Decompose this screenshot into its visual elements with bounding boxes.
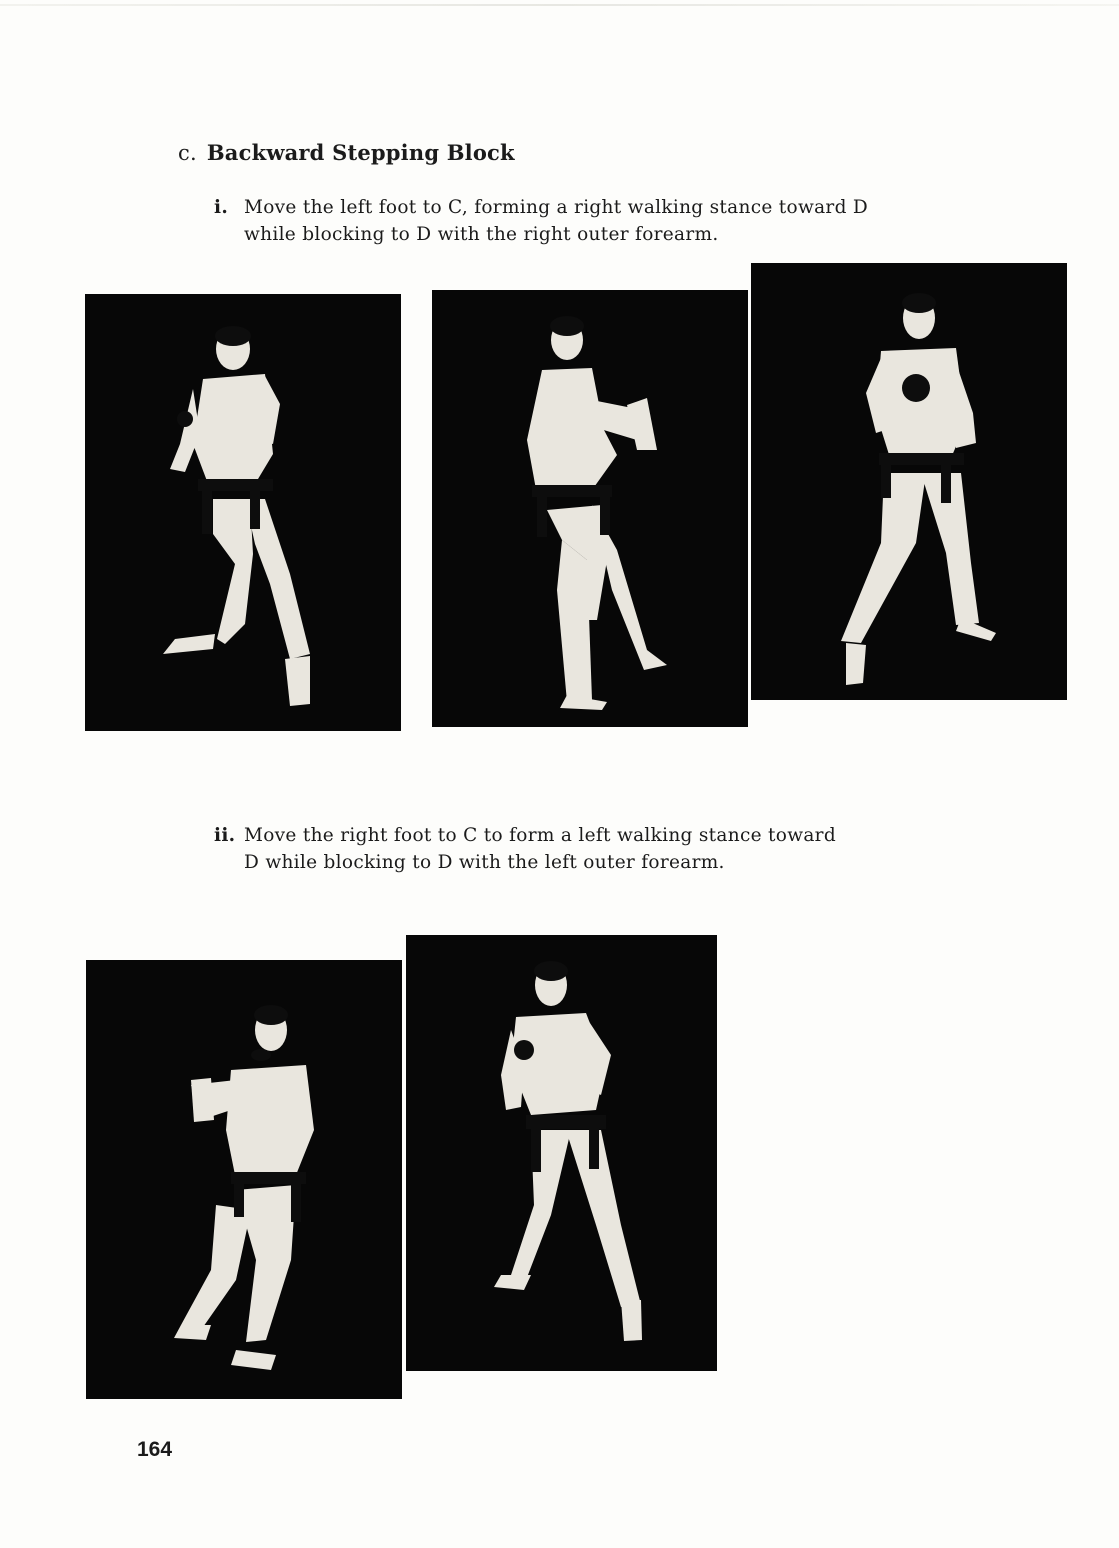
stance-photo-3: [751, 263, 1067, 700]
martial-artist-figure: [406, 935, 717, 1371]
section-title: Backward Stepping Block: [206, 140, 515, 165]
section-number: c.: [178, 141, 197, 165]
step-instruction-1: [214, 194, 868, 248]
step-text-line: while blocking to D with the right outer forearm.: [244, 224, 719, 245]
step-text-line: Move the left foot to C, forming a right walking stance toward D: [244, 197, 869, 218]
martial-artist-figure: [85, 294, 401, 731]
step-marker: ii.: [214, 825, 236, 846]
step-instruction-2: [214, 822, 836, 876]
step-text-line: Move the right foot to C to form a left walking stance toward: [244, 825, 836, 846]
martial-artist-figure: [432, 290, 748, 727]
step-text-line: D while blocking to D with the left outer forearm.: [244, 852, 725, 873]
stance-photo-5: [406, 935, 717, 1371]
stance-photo-1: [85, 294, 401, 731]
section-heading: [178, 140, 515, 165]
martial-artist-figure: [751, 263, 1067, 700]
martial-artist-figure: [86, 960, 402, 1399]
step-marker: i.: [214, 197, 229, 218]
page-number: 164: [137, 1438, 173, 1461]
scan-edge-mark: [0, 4, 1119, 6]
stance-photo-2: [432, 290, 748, 727]
stance-photo-4: [86, 960, 402, 1399]
